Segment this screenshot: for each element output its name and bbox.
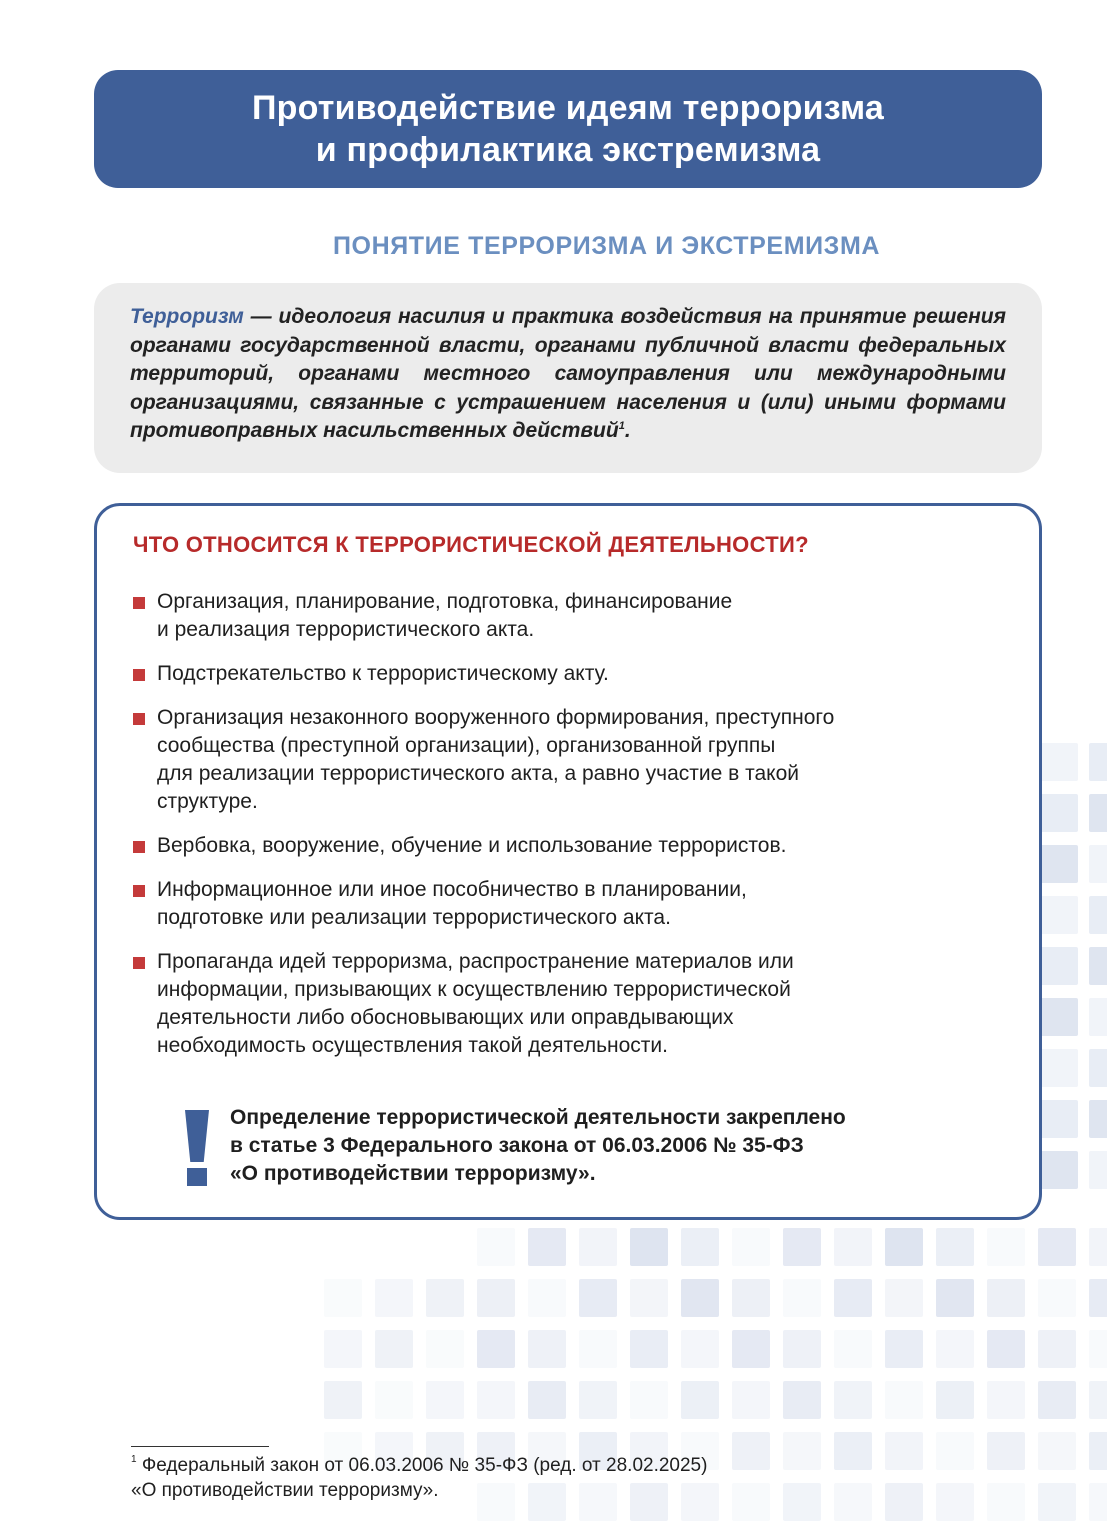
- legal-note-line: в статье 3 Федерального закона от 06.03.2006 № 35-ФЗ: [230, 1134, 804, 1157]
- activity-item-line: Организация, планирование, подготовка, финансирование: [157, 590, 733, 613]
- activity-item-line: деятельности либо обосновывающих или оправдывающих: [157, 1006, 734, 1029]
- activity-heading: ЧТО ОТНОСИТСЯ К ТЕРРОРИСТИЧЕСКОЙ ДЕЯТЕЛЬНОСТИ?: [133, 532, 809, 557]
- red-square-bullet-icon: [133, 885, 145, 897]
- activity-item-line: подготовке или реализации террористического акта.: [157, 906, 671, 929]
- definition-paragraph: [130, 303, 1006, 446]
- definition-term: Терроризм: [130, 305, 244, 328]
- red-square-bullet-icon: [133, 841, 145, 853]
- activity-list-item: [133, 660, 1013, 688]
- footnote-line-1: [131, 1453, 1031, 1478]
- legal-note-text: [230, 1104, 990, 1188]
- footnote-line-2: «О противодействии терроризму».: [131, 1480, 439, 1501]
- footnote-marker: 1: [131, 1454, 137, 1465]
- footnote-divider: [131, 1446, 269, 1447]
- red-square-bullet-icon: [133, 669, 145, 681]
- exclamation-icon: [185, 1110, 209, 1188]
- activity-item-line: информации, призывающих к осуществлению террористической: [157, 978, 791, 1001]
- activity-item-line: структуре.: [157, 790, 258, 813]
- section-heading: ПОНЯТИЕ ТЕРРОРИЗМА И ЭКСТРЕМИЗМА: [332, 232, 881, 260]
- red-square-bullet-icon: [133, 713, 145, 725]
- definition-text: — идеология насилия и практика воздействия на принятие решения органами государственной власти, органами публичной власти федеральных территорий, органами местного самоуправления или международными организациями, связанные с устрашением населения и (или) иными формами противоправных насильственных действий: [130, 305, 1006, 442]
- red-square-bullet-icon: [133, 957, 145, 969]
- activity-list-item: [133, 948, 1013, 1060]
- title-line-2: и профилактика экстремизма: [315, 131, 821, 169]
- legal-note-line: «О противодействии терроризму».: [230, 1162, 596, 1185]
- definition-footnote-marker: 1: [618, 420, 625, 432]
- activity-item-line: и реализация террористического акта.: [157, 618, 535, 641]
- activity-item-line: Вербовка, вооружение, обучение и использование террористов.: [157, 834, 787, 857]
- red-square-bullet-icon: [133, 597, 145, 609]
- activity-list: [133, 588, 1013, 1060]
- activity-list-item: [133, 704, 1013, 816]
- activity-list-item: [133, 832, 1013, 860]
- title-banner: [94, 70, 1042, 188]
- activity-item-line: Организация незаконного вооруженного формирования, преступного: [157, 706, 835, 729]
- activity-item-line: необходимость осуществления такой деятельности.: [157, 1034, 668, 1057]
- definition-end: .: [624, 419, 631, 442]
- footnote-text: Федеральный закон от 06.03.2006 № 35-ФЗ (ред. от 28.02.2025): [136, 1455, 708, 1476]
- terrorist-activity-box: [94, 503, 1042, 1220]
- activity-list-item: [133, 588, 1013, 644]
- definition-box: [94, 283, 1042, 473]
- footnote: [131, 1453, 1031, 1503]
- activity-item-line: сообщества (преступной организации), организованной группы: [157, 734, 776, 757]
- title-line-1: Противодействие идеям терроризма: [252, 89, 884, 127]
- activity-item-line: Информационное или иное пособничество в планировании,: [157, 878, 747, 901]
- activity-item-line: для реализации террористического акта, а равно участие в такой: [157, 762, 799, 785]
- activity-list-item: [133, 876, 1013, 932]
- legal-note-line: Определение террористической деятельности закреплено: [230, 1106, 846, 1129]
- activity-item-line: Подстрекательство к террористическому акту.: [157, 662, 609, 685]
- activity-item-line: Пропаганда идей терроризма, распространение материалов или: [157, 950, 794, 973]
